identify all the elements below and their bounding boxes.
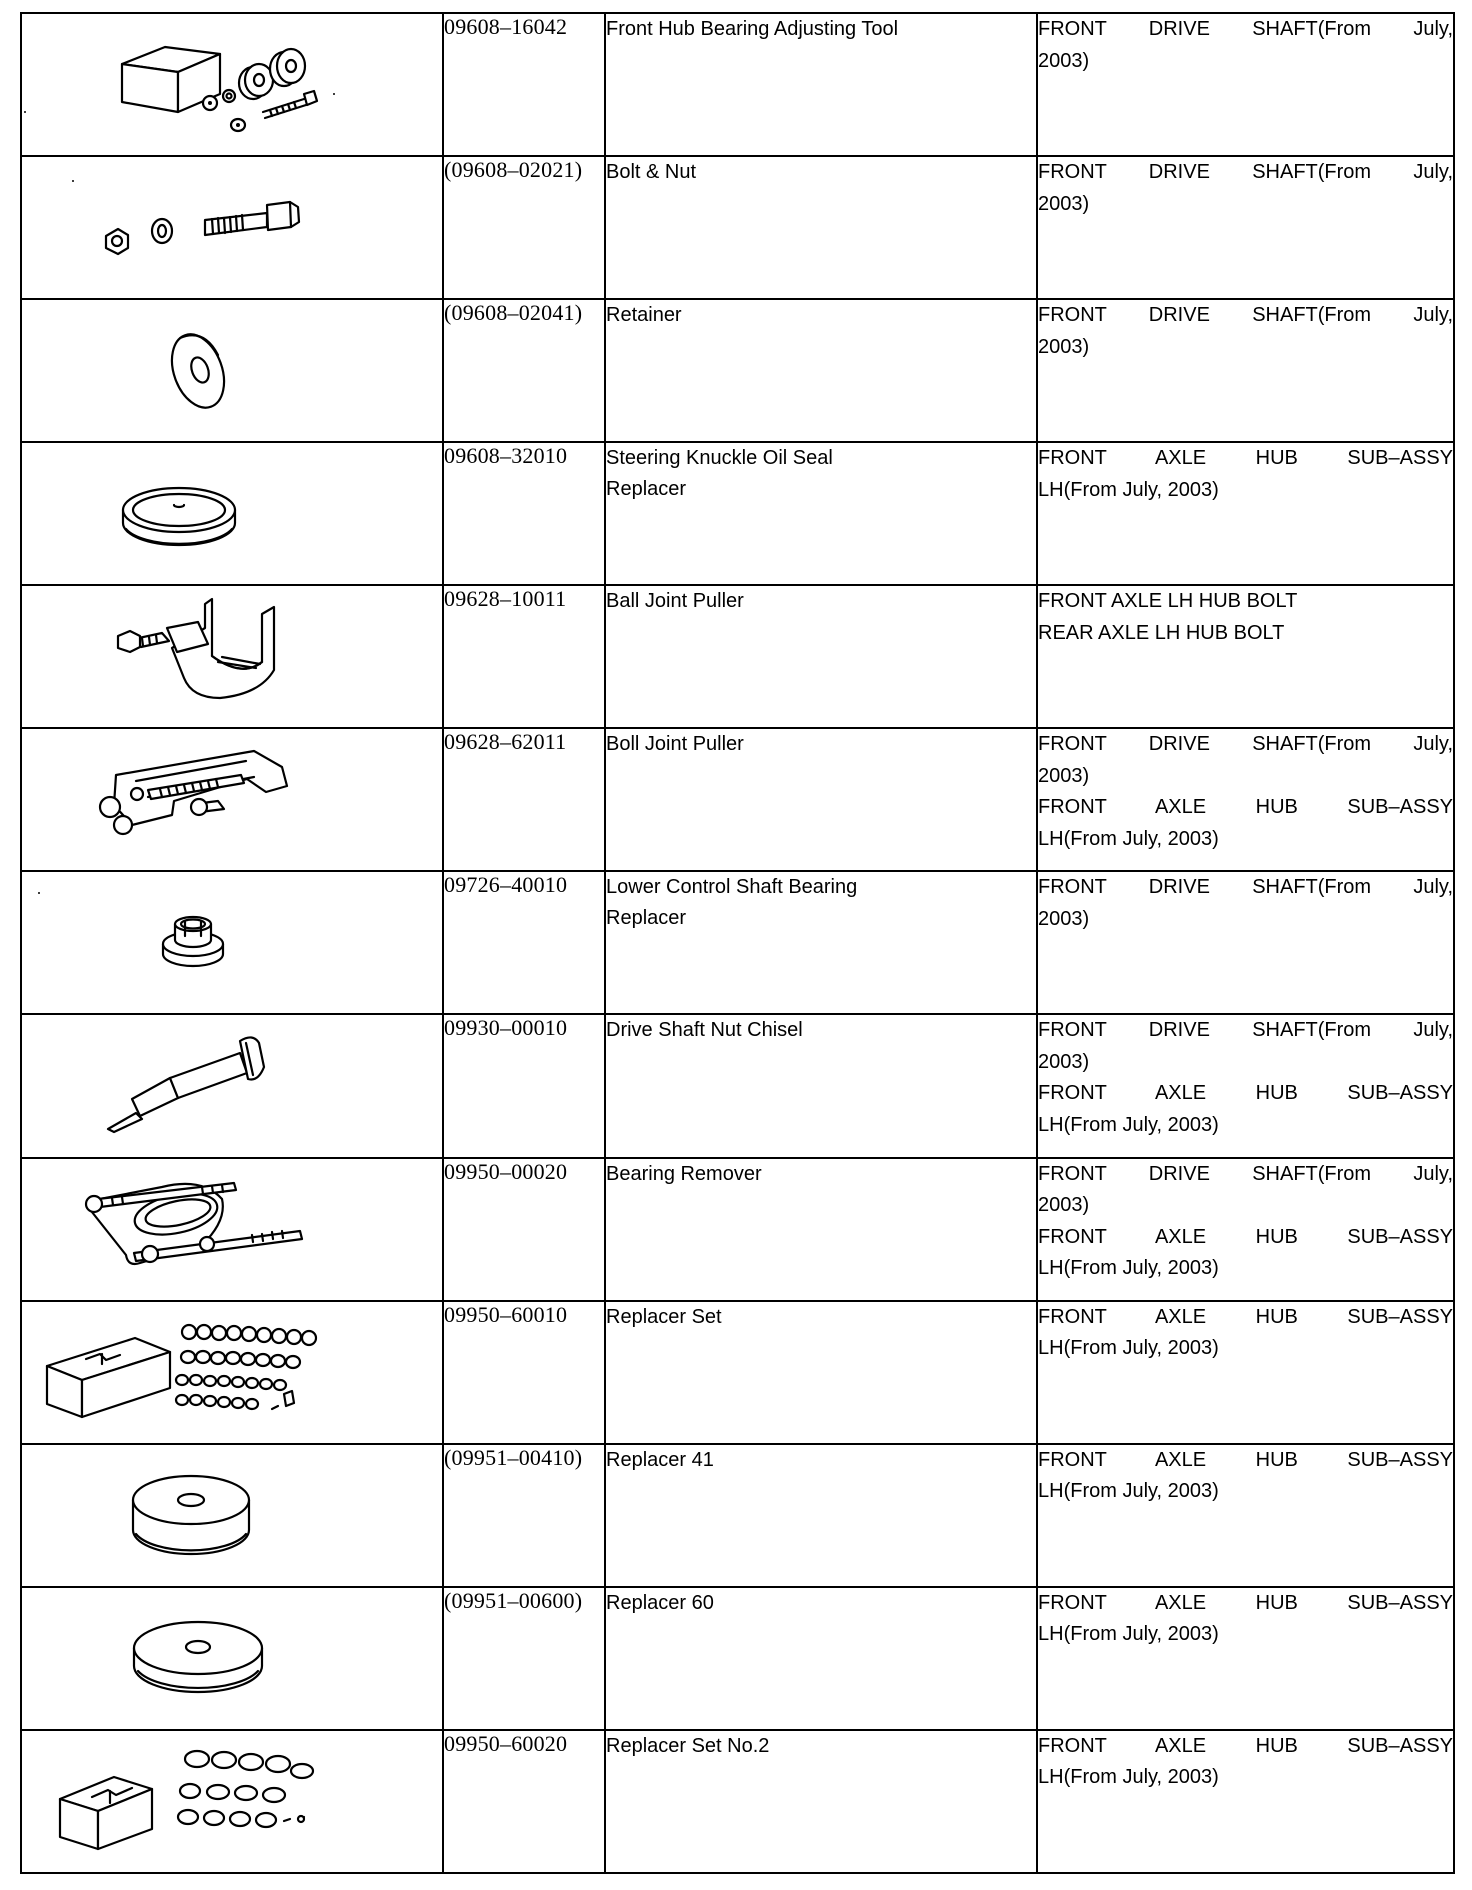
hub-bearing-tool-kit-icon — [22, 14, 442, 157]
tool-row — [21, 871, 1454, 1014]
tool-row — [21, 13, 1454, 156]
tool-name: Bolt & Nut — [605, 156, 1037, 299]
bolt-nut-washer-icon — [22, 157, 442, 300]
usage-line: LH(From July, 2003) — [1038, 1623, 1219, 1646]
part-number: 09608–32010 — [443, 442, 605, 585]
usage-line: 2003) — [1038, 49, 1090, 72]
tool-illustration-cell — [21, 1444, 443, 1587]
part-number: 09950–00020 — [443, 1158, 605, 1301]
usage-line: FRONT DRIVE SHAFT(From July, — [1038, 304, 1453, 327]
tool-usage — [1037, 728, 1454, 871]
boll-joint-puller-icon — [22, 729, 442, 872]
tool-row — [21, 1158, 1454, 1301]
usage-line: FRONT DRIVE SHAFT(From July, — [1038, 876, 1453, 899]
part-number: 09950–60010 — [443, 1301, 605, 1444]
tool-name: Retainer — [605, 299, 1037, 442]
usage-line: LH(From July, 2003) — [1038, 1480, 1219, 1503]
tool-illustration-cell — [21, 442, 443, 585]
part-number: (09951–00410) — [443, 1444, 605, 1587]
bearing-replacer-icon — [22, 872, 442, 1015]
tool-usage — [1037, 1301, 1454, 1444]
tool-row — [21, 1587, 1454, 1730]
special-service-tools-table — [20, 12, 1455, 1874]
tool-usage — [1037, 13, 1454, 156]
usage-line: FRONT AXLE HUB SUB–ASSY — [1038, 796, 1453, 819]
part-number: 09930–00010 — [443, 1014, 605, 1157]
tool-illustration-cell — [21, 156, 443, 299]
tool-row — [21, 585, 1454, 728]
usage-line: FRONT DRIVE SHAFT(From July, — [1038, 1019, 1453, 1042]
usage-line: LH(From July, 2003) — [1038, 478, 1219, 501]
part-number: (09608–02041) — [443, 299, 605, 442]
replacer-set-case-icon — [22, 1302, 442, 1445]
usage-line: REAR AXLE LH HUB BOLT — [1038, 621, 1285, 644]
tool-name: Replacer Set No.2 — [605, 1730, 1037, 1873]
tool-rows — [21, 13, 1454, 1873]
part-number: (09608–02021) — [443, 156, 605, 299]
tool-usage — [1037, 1444, 1454, 1587]
tool-illustration-cell — [21, 1587, 443, 1730]
tool-usage — [1037, 156, 1454, 299]
replacer-disc-large-icon — [22, 1588, 442, 1731]
tool-row — [21, 1444, 1454, 1587]
usage-line: FRONT DRIVE SHAFT(From July, — [1038, 1162, 1453, 1185]
ball-joint-puller-icon — [22, 586, 442, 729]
tool-name: Front Hub Bearing Adjusting Tool — [605, 13, 1037, 156]
usage-line: 2003) — [1038, 764, 1090, 787]
tool-name: Boll Joint Puller — [605, 728, 1037, 871]
tool-illustration-cell — [21, 871, 443, 1014]
usage-line: FRONT DRIVE SHAFT(From July, — [1038, 161, 1453, 184]
tool-row — [21, 1301, 1454, 1444]
tool-name: Replacer Set — [605, 1301, 1037, 1444]
tool-row — [21, 1014, 1454, 1157]
tool-usage — [1037, 585, 1454, 728]
tool-name: Replacer 60 — [605, 1587, 1037, 1730]
usage-line: FRONT DRIVE SHAFT(From July, — [1038, 18, 1453, 40]
nut-chisel-icon — [22, 1015, 442, 1158]
usage-line: FRONT AXLE HUB SUB–ASSY — [1038, 1305, 1453, 1328]
usage-line: LH(From July, 2003) — [1038, 827, 1219, 850]
tool-illustration-cell — [21, 728, 443, 871]
tool-usage — [1037, 871, 1454, 1014]
usage-line: FRONT AXLE HUB SUB–ASSY — [1038, 1448, 1453, 1471]
tool-illustration-cell — [21, 299, 443, 442]
usage-line: LH(From July, 2003) — [1038, 1337, 1219, 1360]
tool-name: Bearing Remover — [605, 1158, 1037, 1301]
tool-usage — [1037, 442, 1454, 585]
usage-line: FRONT AXLE LH HUB BOLT — [1038, 590, 1298, 613]
tool-usage — [1037, 1158, 1454, 1301]
usage-line: FRONT AXLE HUB SUB–ASSY — [1038, 1225, 1453, 1248]
tool-usage — [1037, 1730, 1454, 1873]
tool-row — [21, 299, 1454, 442]
usage-line: 2003) — [1038, 1194, 1090, 1216]
tool-name: Drive Shaft Nut Chisel — [605, 1014, 1037, 1157]
usage-line: 2003) — [1038, 335, 1090, 358]
tool-illustration-cell — [21, 1014, 443, 1157]
usage-line: 2003) — [1038, 1050, 1090, 1073]
oil-seal-replacer-icon — [22, 443, 442, 586]
part-number: 09628–62011 — [443, 728, 605, 871]
part-number: 09628–10011 — [443, 585, 605, 728]
usage-line: FRONT AXLE HUB SUB–ASSY — [1038, 1591, 1453, 1614]
tool-illustration-cell — [21, 1301, 443, 1444]
part-number: 09726–40010 — [443, 871, 605, 1014]
usage-line: 2003) — [1038, 907, 1090, 930]
usage-line: FRONT AXLE HUB SUB–ASSY — [1038, 447, 1453, 470]
tool-illustration-cell — [21, 1158, 443, 1301]
tool-name: Replacer 41 — [605, 1444, 1037, 1587]
usage-line: LH(From July, 2003) — [1038, 1257, 1219, 1279]
tool-illustration-cell — [21, 1730, 443, 1873]
tool-illustration-cell — [21, 13, 443, 156]
usage-line: FRONT AXLE HUB SUB–ASSY — [1038, 1082, 1453, 1105]
replacer-set-no2-case-icon — [22, 1731, 442, 1874]
tool-name: Lower Control Shaft Bearing Replacer — [605, 871, 1037, 1014]
tool-name: Steering Knuckle Oil Seal Replacer — [605, 442, 1037, 585]
replacer-disc-icon — [22, 1445, 442, 1588]
tool-row — [21, 728, 1454, 871]
tool-usage — [1037, 299, 1454, 442]
tool-row — [21, 156, 1454, 299]
usage-line: FRONT DRIVE SHAFT(From July, — [1038, 733, 1453, 756]
usage-line: FRONT AXLE HUB SUB–ASSY — [1038, 1734, 1453, 1757]
tool-name: Ball Joint Puller — [605, 585, 1037, 728]
usage-line: 2003) — [1038, 192, 1090, 215]
part-number: (09951–00600) — [443, 1587, 605, 1730]
retainer-washer-icon — [22, 300, 442, 443]
part-number: 09608–16042 — [443, 13, 605, 156]
usage-line: LH(From July, 2003) — [1038, 1766, 1219, 1789]
bearing-remover-icon — [22, 1159, 442, 1302]
usage-line: LH(From July, 2003) — [1038, 1113, 1219, 1136]
tool-usage — [1037, 1587, 1454, 1730]
tool-illustration-cell — [21, 585, 443, 728]
tool-usage — [1037, 1014, 1454, 1157]
part-number: 09950–60020 — [443, 1730, 605, 1873]
tool-row — [21, 1730, 1454, 1873]
tool-row — [21, 442, 1454, 585]
